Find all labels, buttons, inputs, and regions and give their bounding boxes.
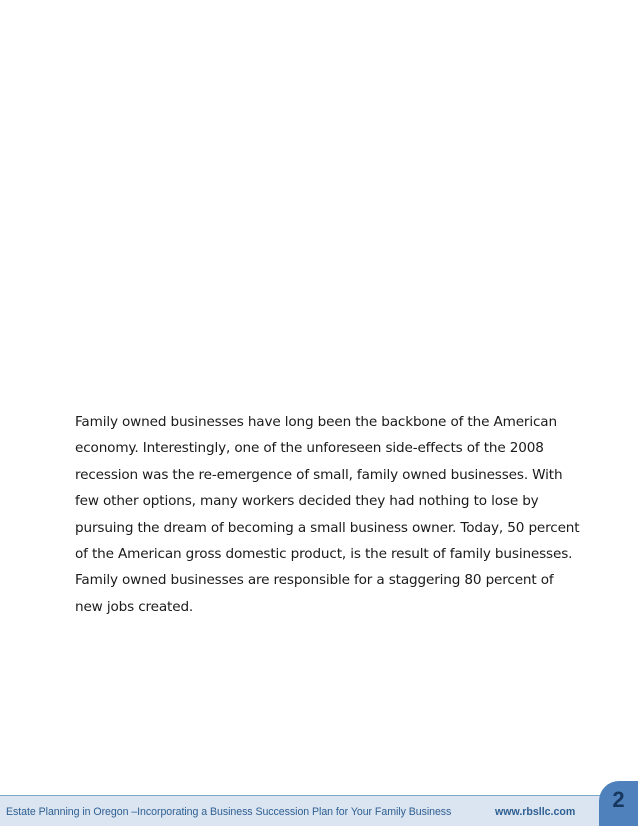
footer-title: Estate Planning in Oregon –Incorporating a Business Succession Plan for Your Family Business xyxy=(6,806,452,818)
paragraph-line: economy. Interestingly, one of the unforeseen side-effects of the 2008 xyxy=(75,440,544,457)
paragraph-line: Family owned businesses are responsible for a staggering 80 percent of xyxy=(75,572,554,589)
page-number-tab xyxy=(599,781,638,826)
page-number: 2 xyxy=(612,787,625,812)
paragraph-line: Family owned businesses have long been the backbone of the American xyxy=(75,414,557,430)
paragraph-line: of the American gross domestic product, is the result of family businesses. xyxy=(75,546,573,563)
paragraph-line: new jobs created. xyxy=(75,598,194,615)
page-footer xyxy=(0,796,638,826)
paragraph-line: recession was the re-emergence of small, family owned businesses. With xyxy=(75,466,563,483)
paragraph-line: pursuing the dream of becoming a small business owner. Today, 50 percent xyxy=(75,519,580,536)
footer-url-link[interactable]: www.rbsllc.com xyxy=(495,806,576,818)
paragraph-line: few other options, many workers decided they had nothing to lose by xyxy=(75,493,539,510)
body-paragraph xyxy=(75,409,580,620)
